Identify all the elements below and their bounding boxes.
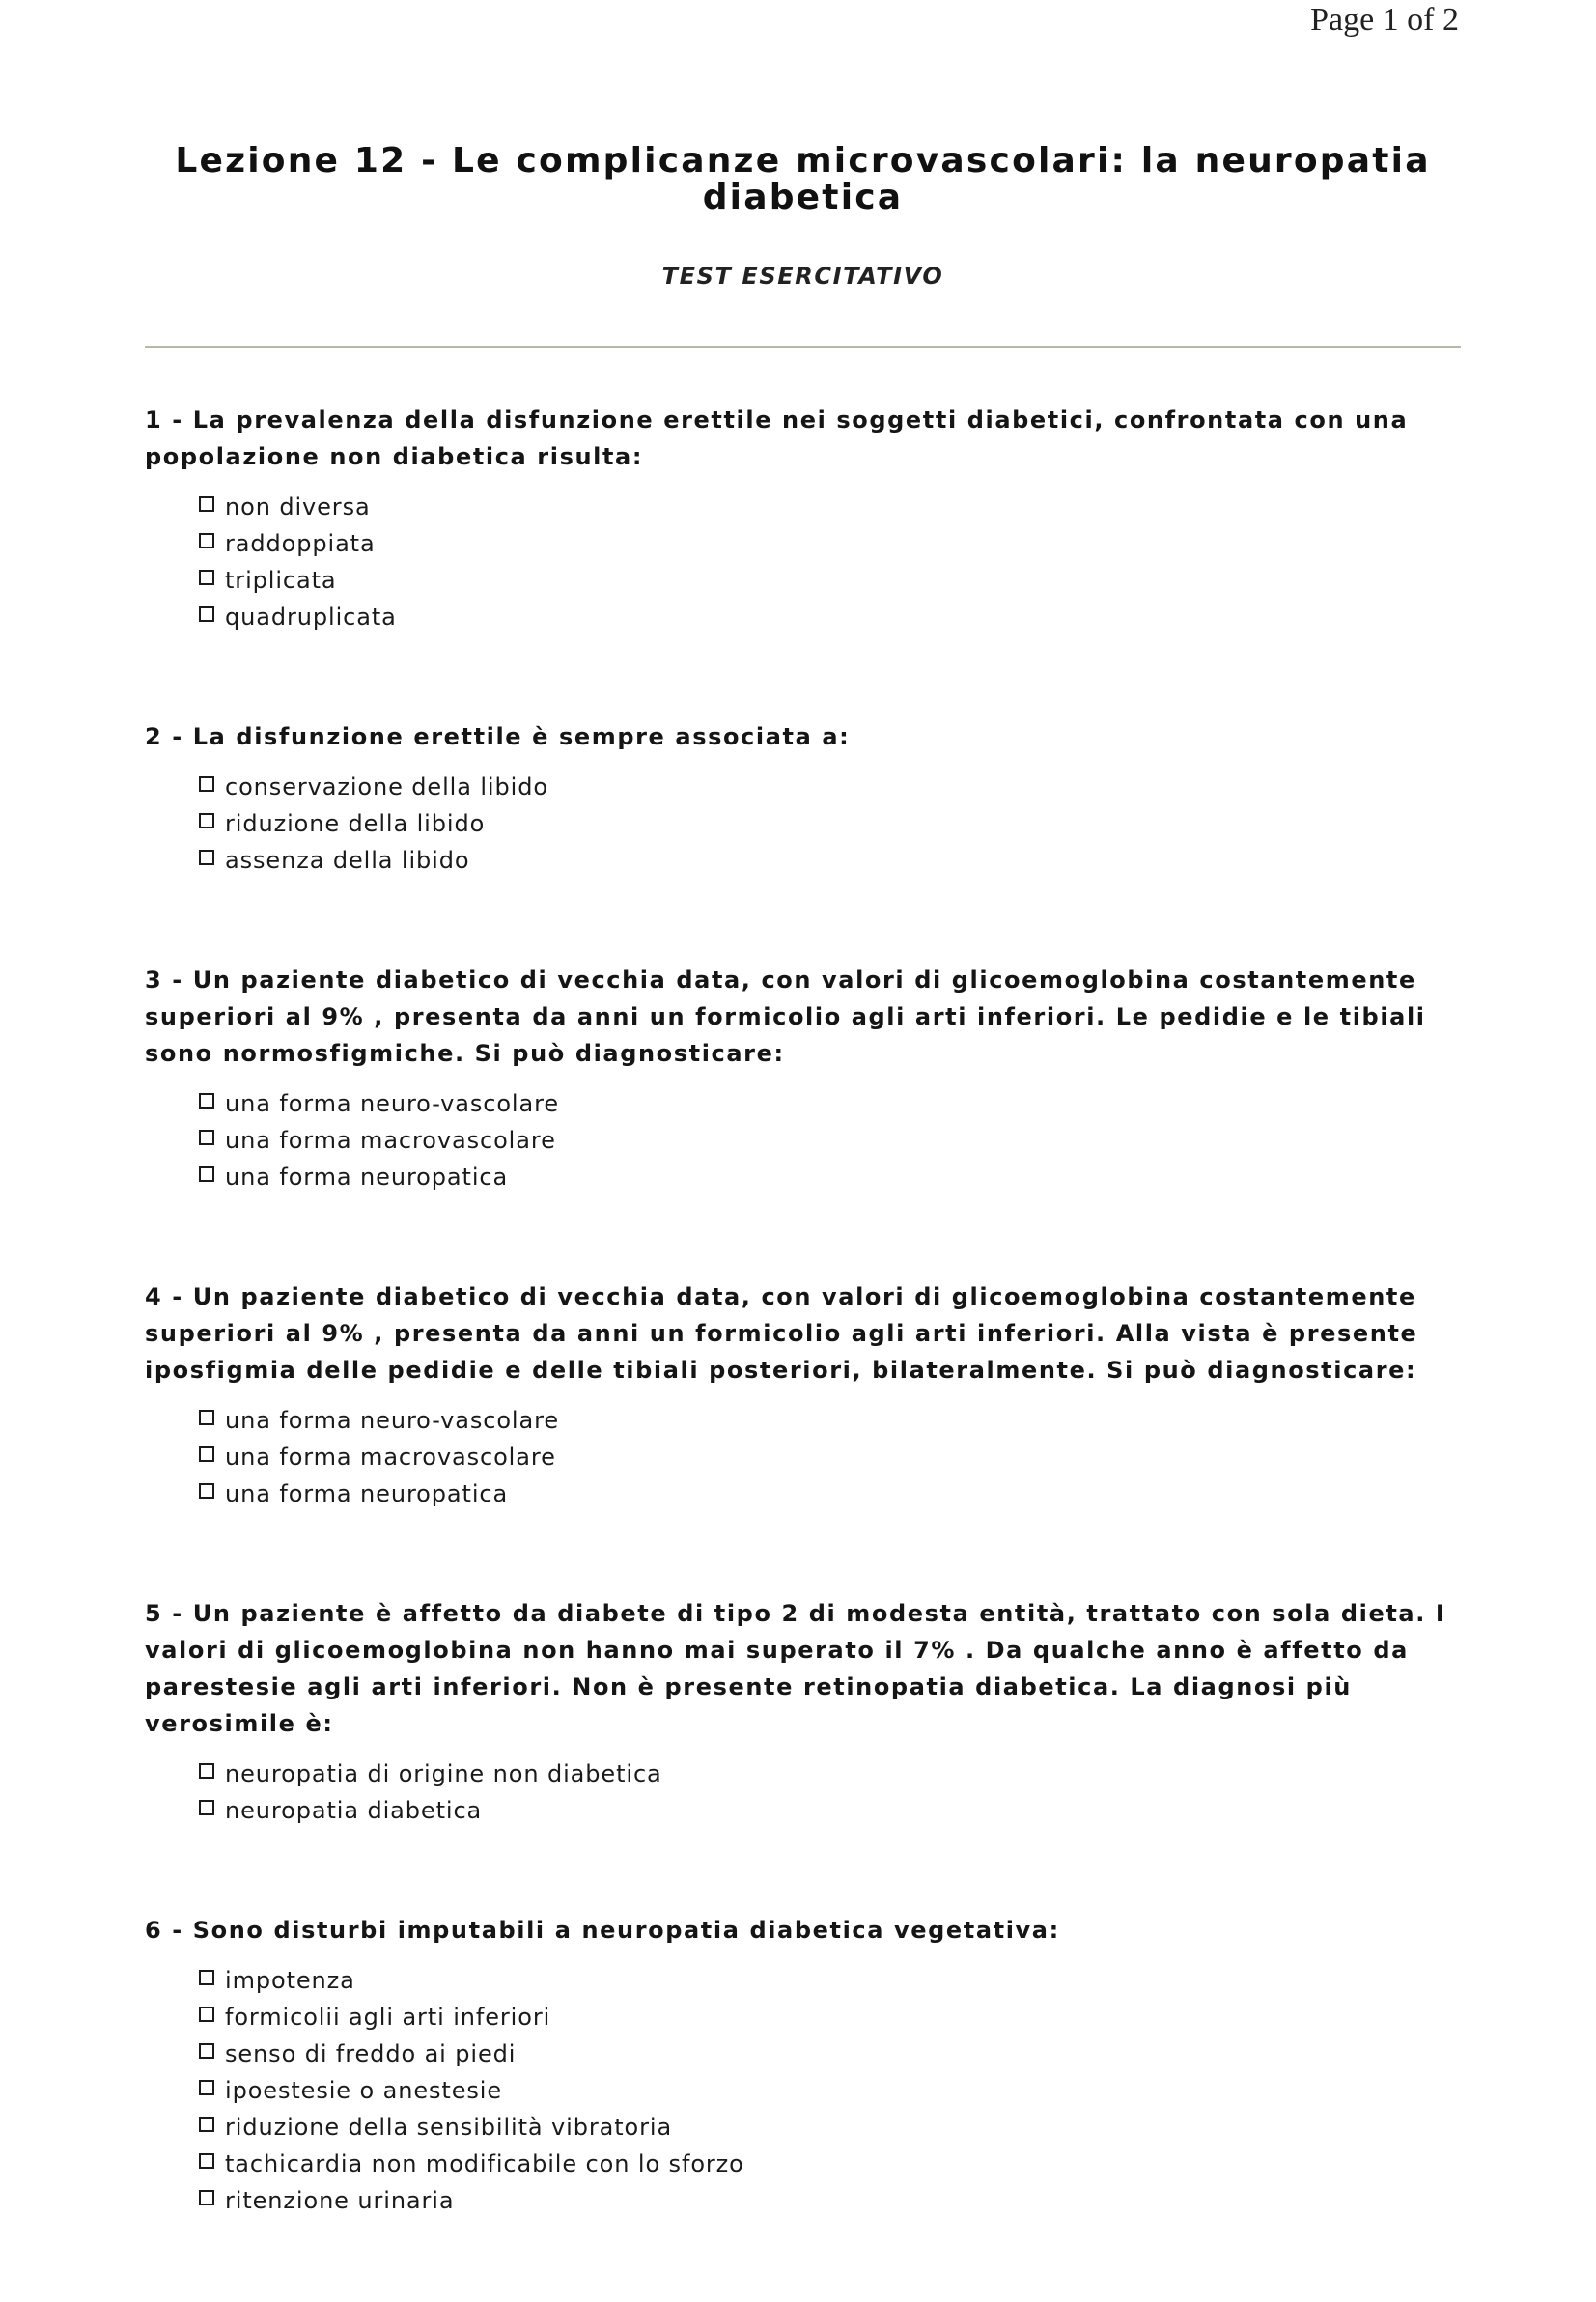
answer-option[interactable]: [199, 2035, 1468, 2072]
answer-options: [145, 1402, 1468, 1512]
answer-options: [145, 1085, 1468, 1195]
page-number: Page 1 of 2: [1310, 2, 1459, 38]
answer-option[interactable]: [199, 805, 1468, 842]
answer-option-label: conservazione della libido: [225, 773, 548, 800]
answer-option-label: non diversa: [225, 493, 371, 520]
answer-option-label: ritenzione urinaria: [225, 2187, 455, 2214]
checkbox-icon[interactable]: [199, 1446, 214, 1462]
answer-option[interactable]: [199, 2146, 1468, 2182]
answer-option-label: impotenza: [225, 1967, 355, 1994]
checkbox-icon[interactable]: [199, 2190, 214, 2205]
answer-options: [145, 489, 1468, 635]
answer-option-label: formicolii agli arti inferiori: [225, 2004, 551, 2031]
question-3: [145, 962, 1468, 1195]
question-4: [145, 1278, 1468, 1512]
answer-option-label: tachicardia non modificabile con lo sforzo: [225, 2150, 744, 2177]
answer-option-label: una forma neuro-vascolare: [225, 1090, 559, 1117]
answer-option-label: neuropatia di origine non diabetica: [225, 1760, 662, 1787]
checkbox-icon[interactable]: [199, 813, 214, 828]
checkbox-icon[interactable]: [199, 2043, 214, 2059]
question-text: 2 - La disfunzione erettile è sempre associata a:: [145, 723, 851, 750]
answer-option[interactable]: [199, 1159, 1468, 1195]
answer-option-label: senso di freddo ai piedi: [225, 2040, 517, 2067]
answer-option[interactable]: [199, 769, 1468, 805]
header-divider: [145, 346, 1461, 348]
answer-option-label: assenza della libido: [225, 847, 470, 874]
answer-option[interactable]: [199, 525, 1468, 562]
checkbox-icon[interactable]: [199, 1166, 214, 1182]
checkbox-icon[interactable]: [199, 570, 214, 585]
answer-option[interactable]: [199, 562, 1468, 599]
answer-option[interactable]: [199, 1475, 1468, 1512]
question-text: 6 - Sono disturbi imputabili a neuropatia diabetica vegetativa:: [145, 1917, 1060, 1944]
question-text: 3 - Un paziente diabetico di vecchia data, con valori di glicoemoglobina costantemente superiori al 9% , presenta da anni un formicolio agli arti inferiori. Le pedidie e le tibiali sono normosfigmiche. Si può diagnosticare:: [145, 967, 1426, 1067]
question-2: [145, 718, 1468, 879]
answer-option[interactable]: [199, 489, 1468, 525]
answer-option[interactable]: [199, 2072, 1468, 2109]
checkbox-icon[interactable]: [199, 1483, 214, 1499]
question-text: 4 - Un paziente diabetico di vecchia data, con valori di glicoemoglobina costantemente superiori al 9% , presenta da anni un formicolio agli arti inferiori. Alla vista è presente iposfigmia delle pedidie e delle tibiali posteriori, bilateralmente. Si può diagnosticare:: [145, 1283, 1418, 1384]
answer-option-label: una forma macrovascolare: [225, 1127, 556, 1154]
answer-option[interactable]: [199, 1999, 1468, 2035]
answer-option[interactable]: [199, 1085, 1468, 1122]
answer-option[interactable]: [199, 1962, 1468, 1999]
answer-option[interactable]: [199, 1402, 1468, 1439]
answer-option-label: ipoestesie o anestesie: [225, 2077, 503, 2104]
checkbox-icon[interactable]: [199, 2080, 214, 2095]
checkbox-icon[interactable]: [199, 1970, 214, 1985]
answer-option[interactable]: [199, 1792, 1468, 1829]
answer-option-label: riduzione della sensibilità vibratoria: [225, 2114, 673, 2141]
answer-option[interactable]: [199, 2182, 1468, 2219]
answer-option-label: una forma neuropatica: [225, 1164, 509, 1191]
answer-option[interactable]: [199, 1755, 1468, 1792]
answer-options: [145, 1755, 1468, 1829]
checkbox-icon[interactable]: [199, 2117, 214, 2132]
checkbox-icon[interactable]: [199, 1410, 214, 1425]
page-title: Lezione 12 - Le complicanze microvascolari: la neuropatia diabetica: [175, 141, 1431, 217]
answer-option[interactable]: [199, 1122, 1468, 1159]
answer-option-label: raddoppiata: [225, 530, 376, 557]
checkbox-icon[interactable]: [199, 1093, 214, 1109]
answer-option-label: quadruplicata: [225, 604, 397, 631]
checkbox-icon[interactable]: [199, 850, 214, 865]
checkbox-icon[interactable]: [199, 2153, 214, 2169]
question-1: [145, 402, 1468, 635]
checkbox-icon[interactable]: [199, 2007, 214, 2022]
answer-option-label: una forma neuropatica: [225, 1480, 509, 1507]
checkbox-icon[interactable]: [199, 1763, 214, 1779]
checkbox-icon[interactable]: [199, 776, 214, 792]
question-5: [145, 1595, 1468, 1829]
answer-options: [145, 769, 1468, 879]
answer-option-label: una forma macrovascolare: [225, 1444, 556, 1471]
answer-options: [145, 1962, 1468, 2219]
question-6: [145, 1912, 1468, 2219]
answer-option[interactable]: [199, 842, 1468, 879]
answer-option-label: triplicata: [225, 567, 337, 594]
answer-option[interactable]: [199, 2109, 1468, 2146]
answer-option[interactable]: [199, 1439, 1468, 1475]
checkbox-icon[interactable]: [199, 496, 214, 512]
answer-option-label: una forma neuro-vascolare: [225, 1407, 559, 1434]
checkbox-icon[interactable]: [199, 533, 214, 548]
checkbox-icon[interactable]: [199, 1130, 214, 1145]
answer-option-label: riduzione della libido: [225, 810, 486, 837]
test-subtitle: TEST ESERCITATIVO: [661, 263, 944, 290]
question-list: [145, 402, 1468, 2302]
checkbox-icon[interactable]: [199, 606, 214, 622]
question-text: 5 - Un paziente è affetto da diabete di tipo 2 di modesta entità, trattato con sola dieta. I valori di glicoemoglobina non hanno mai superato il 7% . Da qualche anno è affetto da parestesie agli arti inferiori. Non è presente retinopatia diabetica. La diagnosi più verosimile è:: [145, 1600, 1446, 1737]
answer-option-label: neuropatia diabetica: [225, 1797, 483, 1824]
question-text: 1 - La prevalenza della disfunzione erettile nei soggetti diabetici, confrontata con una popolazione non diabetica risulta:: [145, 407, 1409, 470]
checkbox-icon[interactable]: [199, 1800, 214, 1815]
answer-option[interactable]: [199, 599, 1468, 635]
